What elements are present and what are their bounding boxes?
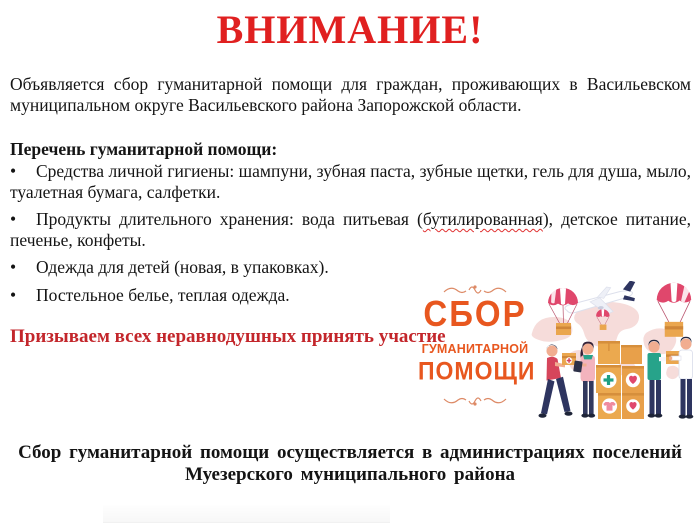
aid-box-stack-icon [596, 341, 644, 419]
list-item [10, 161, 691, 202]
poster-word-sbor: СБОР [423, 293, 527, 334]
flourish-icon [418, 395, 532, 413]
footer-note [0, 442, 700, 486]
list-item-text: Средства личной гигиены: шампуни, зубная паста, зубные щетки, гель для душа, мыло, туалетная бумага, салфетки. [10, 161, 691, 202]
list-item-text: Одежда для детей (новая, в упаковках). [36, 257, 329, 277]
humanitarian-aid-poster [418, 281, 698, 427]
volunteer-carrying-box [539, 344, 577, 417]
bullet-icon: • [10, 257, 17, 277]
footer-line-2: Муезерского муниципального района [184, 464, 516, 485]
misspelled-word: бутилированная [422, 209, 543, 229]
list-item-text: Постельное белье, теплая одежда. [36, 284, 290, 305]
list-item [10, 209, 691, 250]
bottom-faint-artifact [103, 505, 390, 523]
poster-word-pomoshchi: ПОМОЩИ [418, 356, 536, 386]
bullet-icon: • [10, 284, 17, 305]
footer-line-1: Сбор гуманитарной помощи осуществляется в администрациях поселений [18, 442, 682, 463]
bullet-icon: • [10, 209, 17, 229]
bullet-icon: • [10, 161, 17, 181]
list-item-text: Продукты длительного хранения: вода питьевая ( [36, 209, 423, 229]
poster-word-gumanitarnoy: ГУМАНИТАРНОЙ [421, 342, 529, 356]
call-to-action: Призываем всех неравнодушных принять участие [10, 326, 446, 347]
page-title: ВНИМАНИЕ! [216, 7, 484, 52]
aid-collection-illustration [528, 281, 698, 427]
list-item [10, 257, 691, 278]
list-item-text: ), детское питание, печенье, конфеты. [10, 209, 691, 250]
poster-text-block [418, 281, 536, 427]
list-heading: Перечень гуманитарной помощи: [10, 139, 278, 159]
intro-paragraph: Объявляется сбор гуманитарной помощи для граждан, проживающих в Васильевском муниципальном округе Васильевского района Запорожской области. [10, 74, 691, 115]
